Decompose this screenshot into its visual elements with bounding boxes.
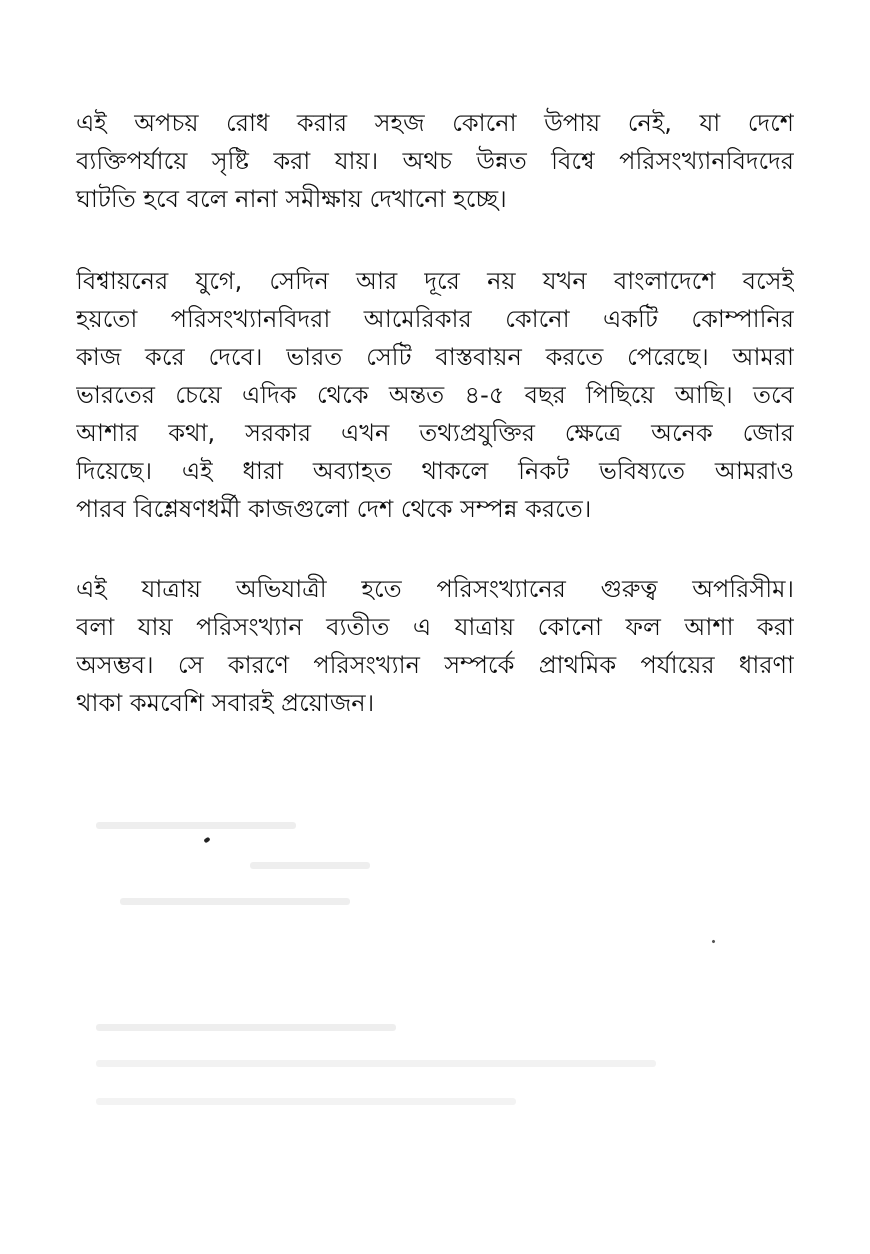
paragraph-1 (76, 104, 794, 218)
text-line: ব্যক্তিপর্যায়ে সৃষ্টি করা যায়। অথচ উন্নত বিশ্বে পরিসংখ্যানবিদদের (76, 147, 794, 175)
show-through-mark (120, 898, 350, 905)
text-line: পারব বিশ্লেষণধর্মী কাজগুলো দেশ থেকে সম্পন্ন করতে। (76, 495, 592, 523)
ink-speck (203, 837, 210, 844)
show-through-mark (250, 862, 370, 869)
show-through-mark (96, 1098, 516, 1105)
text-line: ঘাটতি হবে বলে নানা সমীক্ষায় দেখানো হচ্ছে। (76, 185, 507, 213)
text-line: এই অপচয় রোধ করার সহজ কোনো উপায় নেই, যা দেশে (76, 109, 794, 137)
text-line: কাজ করে দেবে। ভারত সেটি বাস্তবায়ন করতে পেরেছে। আমরা (76, 343, 794, 371)
show-through-mark (96, 1024, 396, 1031)
paragraph-3 (76, 570, 794, 722)
text-line: বলা যায় পরিসংখ্যান ব্যতীত এ যাত্রায় কোনো ফল আশা করা (76, 613, 794, 641)
text-line: ভারতের চেয়ে এদিক থেকে অন্তত ৪-৫ বছর পিছিয়ে আছি। তবে (76, 381, 794, 409)
text-line: বিশ্বায়নের যুগে, সেদিন আর দূরে নয় যখন বাংলাদেশে বসেই (76, 267, 794, 295)
text-line: এই যাত্রায় অভিযাত্রী হতে পরিসংখ্যানের গুরুত্ব অপরিসীম। (76, 575, 794, 603)
paragraph-2 (76, 262, 794, 528)
show-through-mark (96, 822, 296, 829)
ink-speck (711, 939, 715, 943)
show-through-mark (96, 1060, 656, 1067)
text-line: অসম্ভব। সে কারণে পরিসংখ্যান সম্পর্কে প্রাথমিক পর্যায়ের ধারণা (76, 651, 794, 679)
text-line: থাকা কমবেশি সবারই প্রয়োজন। (76, 689, 375, 717)
text-line: দিয়েছে। এই ধারা অব্যাহত থাকলে নিকট ভবিষ্যতে আমরাও (76, 457, 794, 485)
text-line: আশার কথা, সরকার এখন তথ্যপ্রযুক্তির ক্ষেত্রে অনেক জোর (76, 419, 794, 447)
text-line: হয়তো পরিসংখ্যানবিদরা আমেরিকার কোনো একটি কোম্পানির (76, 305, 794, 333)
